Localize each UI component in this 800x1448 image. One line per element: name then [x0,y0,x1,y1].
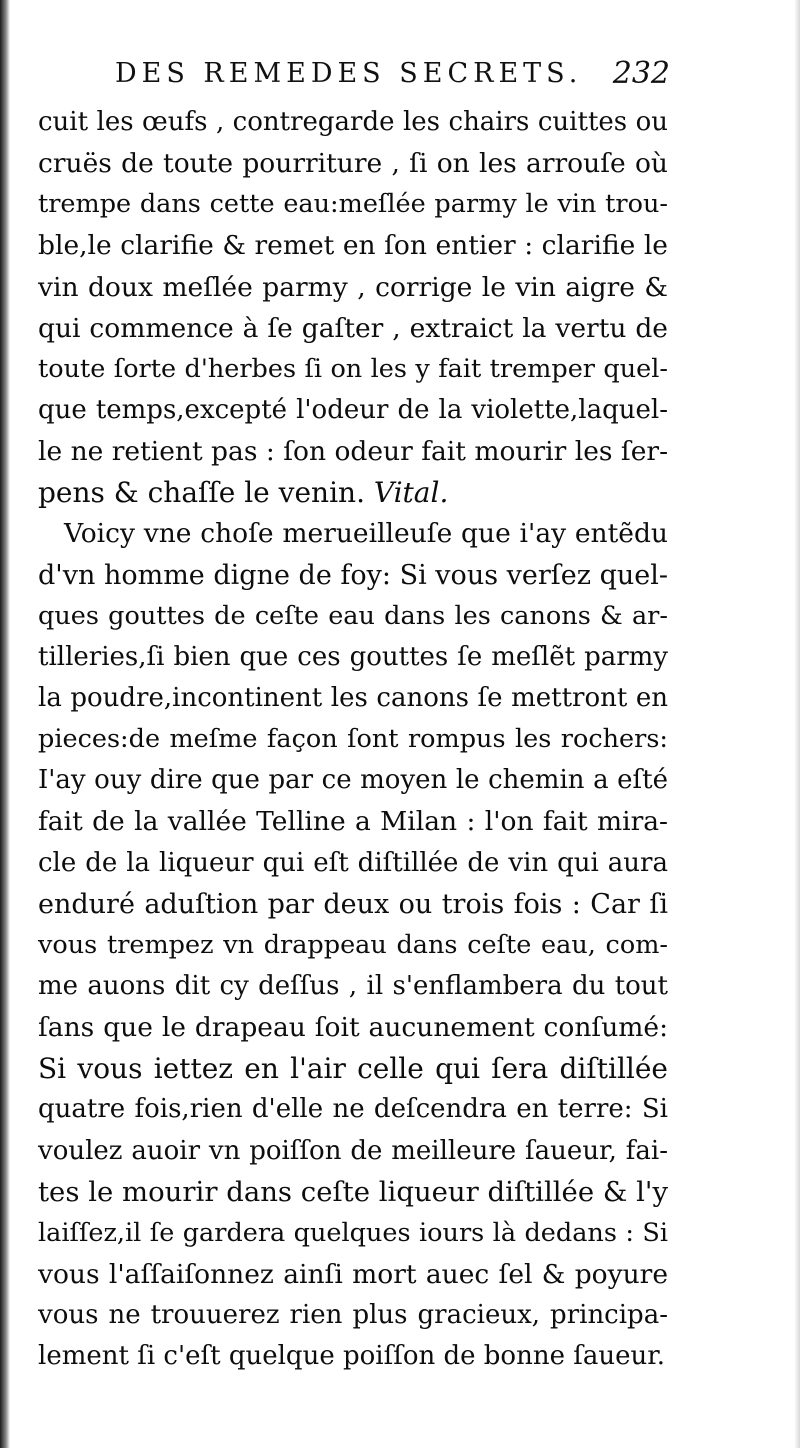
text-line: ſans que le drapeau ſoit aucunement conſumé: [38,1012,668,1044]
text-line: quatre fois,rien d'elle ne deſcendra en terre: Si [38,1094,668,1125]
text-line: la poudre,incontinent les canons ſe mettront en [38,682,668,713]
text-line: d'vn homme digne de foy: Si vous verſez quel- [38,559,668,591]
text-line: cuit les œufs , contregarde les chairs cuittes ou [38,107,668,137]
text-line: que temps,excepté l'odeur de la violette,laquel- [38,394,668,425]
text-line [38,472,668,513]
text-line: pieces:de meſme façon ſont rompus les rochers: [38,724,668,755]
text-line: vous l'aſſaiſonnez ainſi mort auec ſel & poyure [38,1258,668,1290]
text-line: toute ſorte d'herbes ſi on les y fait tremper quel- [38,353,668,384]
text-line: Si vous iettez en l'air celle qui ſera diſtillée [38,1052,668,1086]
running-title: DES REMEDES SECRETS. [115,58,583,89]
text-line: me auons dit cy deſſus , il s'enflambera du tout [38,970,668,1001]
text-line: lement ſi c'eſt quelque poiſſon de bonne ſaueur. [38,1341,666,1372]
text-line: laiſſez,il ſe gardera quelques iours là dedans : Si [38,1217,668,1248]
text-line: cruës de toute pourriture , ſi on les arrouſe où [38,148,668,180]
text-line: Voicy vne choſe merueilleuſe que i'ay entẽdu [64,518,668,550]
text-line: ble,le clarifie & remet en ſon entier : clarifie le [38,230,668,262]
text-line: trempe dans cette eau:meſlée parmy le vin trou- [38,189,668,220]
text-line: fait de la vallée Telline a Milan : l'on fait mira- [38,806,668,838]
source-tag: Vital. [373,476,449,510]
text-line: cle de la liqueur qui eſt diſtillée de vin qui aura [38,847,668,878]
page-binding-shadow [0,0,10,1448]
page-edge-shadow [794,0,800,1448]
text-line: ques gouttes de ceſte eau dans les canons & ar- [38,600,668,631]
text-line: voulez auoir vn poiſſon de meilleure ſaueur, fai- [38,1135,668,1166]
text-line: vous trempez vn drappeau dans ceſte eau, com- [38,929,668,960]
body-text [38,102,668,1377]
text-line: tes le mourir dans ceſte liqueur diſtillée & l'y [38,1175,668,1208]
page-number: 232 [612,56,670,91]
text-line: le ne retient pas : ſon odeur fait mourir les ſer- [38,436,669,468]
text-line: qui commence à ſe gaſter , extraict la vertu de [38,312,668,344]
text-line: vous ne trouuerez rien plus gracieux, principa- [38,1300,668,1331]
text-line: enduré aduſtion par deux ou trois fois : Car ſi [38,888,668,920]
text-line: tilleries,ſi bien que ces gouttes ſe meſlẽt parmy [38,641,668,672]
text-line-content: pens & chaſſe le venin. [38,476,365,510]
text-line: vin doux meſlée parmy , corrige le vin aigre & [38,271,668,303]
running-head [115,54,670,94]
text-line: I'ay ouy dire que par ce moyen le chemin a eſté [38,765,668,796]
